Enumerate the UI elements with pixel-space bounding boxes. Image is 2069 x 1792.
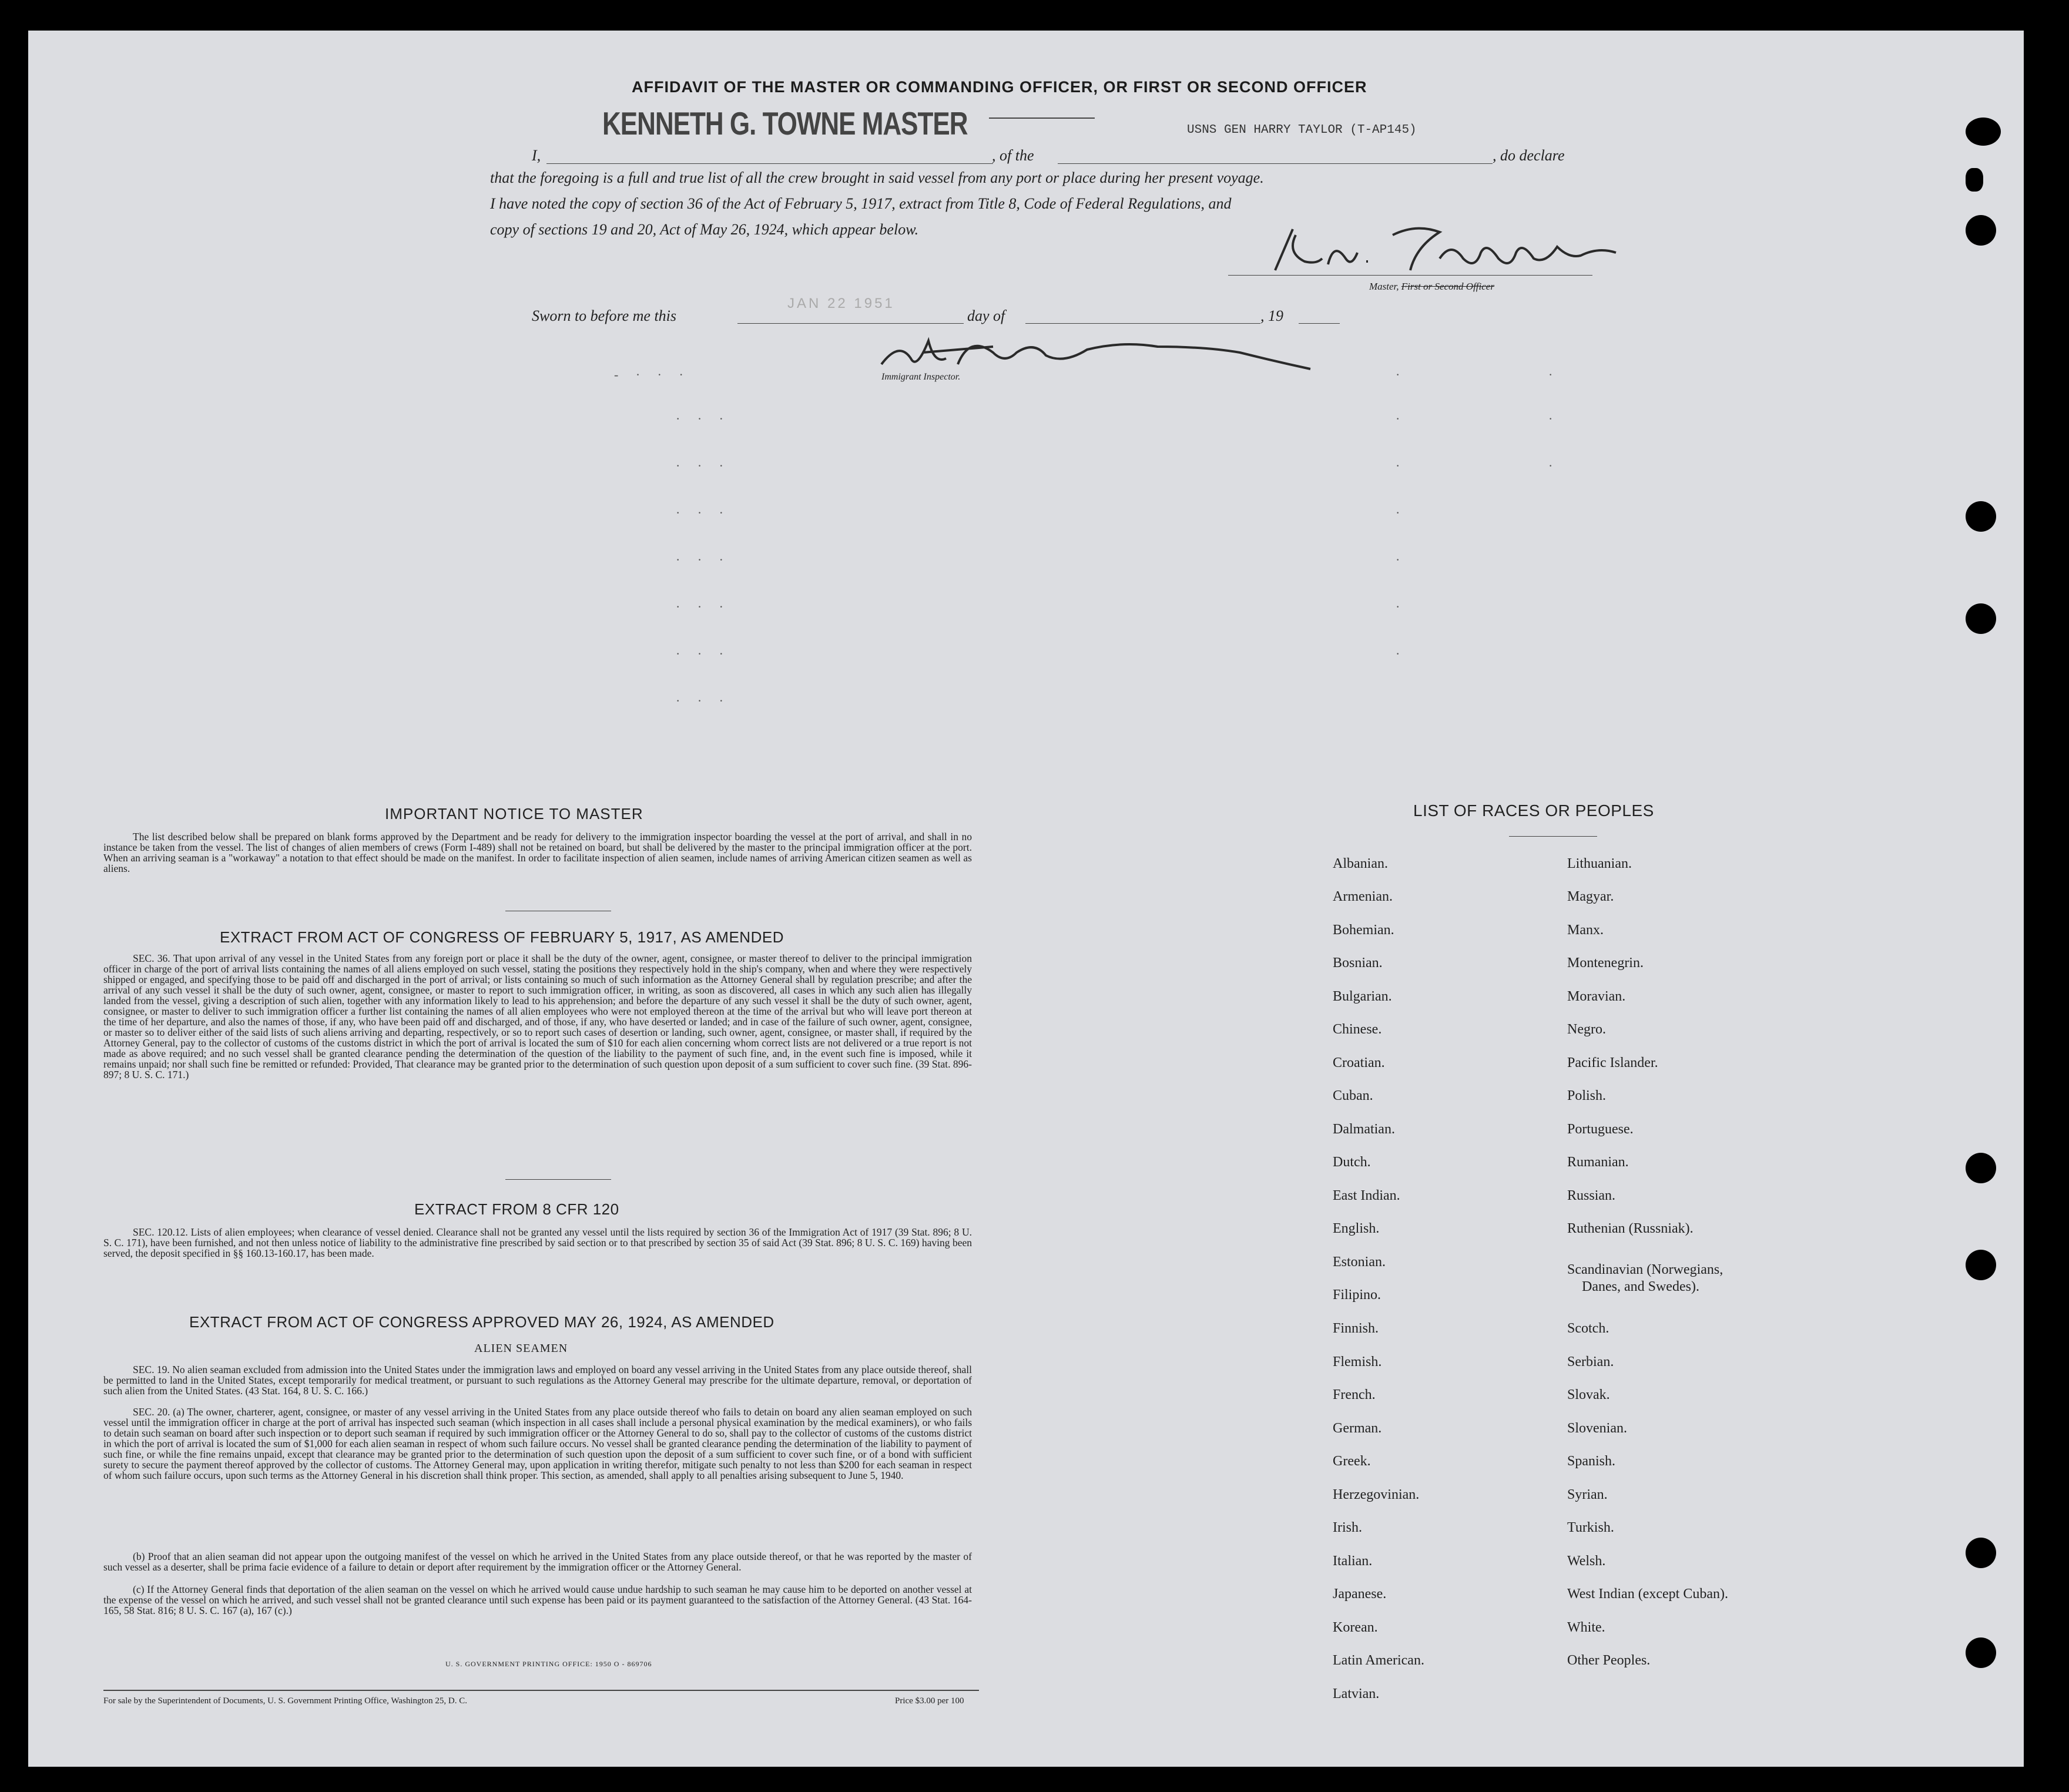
gpo-line: U. S. GOVERNMENT PRINTING OFFICE: 1950 O - 869706 [445, 1660, 652, 1668]
race-item-left: Cuban. [1333, 1088, 1373, 1103]
race-item-left: Latin American. [1333, 1653, 1424, 1668]
race-item-right: Magyar. [1567, 889, 1614, 904]
race-item-left: Dutch. [1333, 1155, 1371, 1170]
affidavit-line-3: I have noted the copy of section 36 of the Act of February 5, 1917, extract from Title 8, Code of Federal Regulations, and [490, 195, 1232, 212]
affidavit-i: I, [532, 147, 541, 164]
extract-8cfr-title: EXTRACT FROM 8 CFR 120 [414, 1200, 619, 1218]
extract-1924-sec19: SEC. 19. No alien seaman excluded from admission into the United States under the immigration laws and employed on board any vessel arriving in the United States from any place outside thereof, shall be permitted to land in the United States, except temporarily for medical treatment, or pursuant to such regulations as the Attorney General may prescribe for the ultimate departure, removal, or deportation of such alien from the United States. (43 Stat. 164, 8 U. S. C. 166.) [103, 1364, 972, 1397]
race-item-right: Portuguese. [1567, 1122, 1634, 1137]
leader-dots: · [1396, 367, 1407, 382]
race-item-right: Russian. [1567, 1188, 1616, 1203]
race-item-left: Italian. [1333, 1553, 1373, 1569]
master-caption-prefix: Master, [1369, 281, 1399, 292]
punch-hole [1966, 501, 1996, 532]
race-item-right: Rumanian. [1567, 1155, 1629, 1170]
extract-8cfr-body: SEC. 120.12. Lists of alien employees; when clearance of vessel denied. Clearance shall not be granted any vessel until the lists required by section 36 of the Immigration Act of 1917 (39 Stat. 896; 8 U. S. C. 171), have been furnished, and not then unless notice of liability to the administrative fine prescribed by said section or to that prescribed by section 35 of said Act (39 Stat. 896; 8 U. S. C. 169) having been served, the deposit specified in §§ 160.13-160.17, has been made. [103, 1226, 972, 1259]
master-caption-struck: First or Second Officer [1401, 281, 1494, 292]
race-item-right: Scandinavian (Norwegians, [1567, 1262, 1723, 1277]
leader-dots: · [1396, 599, 1407, 614]
punch-hole [1966, 168, 1983, 192]
extract-1917-body: SEC. 36. That upon arrival of any vessel in the United States from any foreign port or place it shall be the duty of the owner, agent, consignee, or master thereof to deliver to the principal immigration officer in charge of the port of arrival lists containing the names of all aliens employed on such vessel, stating the positions they respectively hold in the ship's company, when and where they were respectively shipped or engaged, and specifying those to be paid off and discharged in the port of arrival; or lists containing so much of such information as the Attorney General shall by regulation prescribe; and after the arrival of any such vessel it shall be the duty of such owner, agent, consignee, or master to report to such immigration officer, in writing, as soon as discovered, all cases in which any such alien has illegally landed from the vessel, giving a description of such alien, together with any information likely to lead to his apprehension; and before the departure of any such vessel it shall be the duty of such owner, agent, consignee, or master to deliver to such immigration officer a further list containing the names of all alien employees who were not employed thereon at the time of the arrival but who will leave port thereon at the time of her departure, and also the names of those, if any, who have been paid off and discharged, and of those, if any, who have deserted or landed; and in case of the failure of such owner, agent, consignee, or master so to deliver either of the said lists of such aliens arriving and departing, respectively, or so to report such cases of desertion or landing, such owner, agent, consignee, or master shall, if required by the Attorney General, pay to the collector of customs of the customs district in which the port of arrival is located the sum of $10 for each alien concerning whom correct lists are not delivered or a true report is not made as above required; and no such vessel shall be granted clearance pending the determination of the question of the liability to the payment of such fine, and, in the event such fine is imposed, while it remains unpaid; nor shall such fine be remitted or refunded: Provided, That clearance may be granted prior to the determination of such question upon deposit of a sum sufficient to cover such fine. (39 Stat. 896-897; 8 U. S. C. 171.) [103, 952, 972, 1080]
leader-dots: · [1396, 411, 1407, 426]
document-page [28, 31, 2024, 1767]
extract-1917-title: EXTRACT FROM ACT OF CONGRESS OF FEBRUARY 5, 1917, AS AMENDED [220, 928, 784, 946]
race-item-right: Welsh. [1567, 1553, 1606, 1569]
affidavit-title: AFFIDAVIT OF THE MASTER OR COMMANDING OFFICER, OR FIRST OR SECOND OFFICER [632, 78, 1367, 96]
race-item-left: Chinese. [1333, 1022, 1382, 1037]
extract-1924-sec20b: (b) Proof that an alien seaman did not appear upon the outgoing manifest of the vessel on which he arrived in the United States from any place outside thereof, or that he was reported by the master of such vessel as a deserter, shall be prima facie evidence of a failure to detain or deport after requirement by the immigration officer or the Attorney General. [103, 1551, 972, 1573]
year-line [1299, 323, 1340, 324]
race-item-right: Polish. [1567, 1088, 1607, 1103]
date-stamp: JAN 22 1951 [787, 296, 895, 311]
punch-hole [1966, 603, 1996, 634]
race-item-left: Armenian. [1333, 889, 1393, 904]
year-label: , 19 [1260, 307, 1283, 324]
leader-dots: · · · [676, 458, 730, 473]
footer-right: Price $3.00 per 100 [895, 1696, 964, 1706]
punch-hole [1966, 1637, 1996, 1668]
race-item-left: English. [1333, 1221, 1380, 1236]
inspector-signature [876, 329, 1322, 376]
extract-1917-divider [505, 1179, 611, 1180]
footer-rule [103, 1690, 979, 1691]
race-item-left: Herzegovinian. [1333, 1487, 1420, 1502]
race-item-right: Other Peoples. [1567, 1653, 1651, 1668]
title-divider [989, 118, 1095, 119]
race-item-left: Bosnian. [1333, 955, 1383, 971]
race-item-right: Lithuanian. [1567, 856, 1632, 871]
race-item-left: Bohemian. [1333, 922, 1394, 938]
race-item-right: Spanish. [1567, 1454, 1616, 1469]
races-divider [1509, 836, 1597, 837]
master-signature [1263, 217, 1639, 282]
races-title: LIST OF RACES OR PEOPLES [1413, 801, 1654, 820]
name-line [546, 163, 993, 164]
race-item-right: Manx. [1567, 922, 1604, 938]
sworn-date-line [737, 323, 964, 324]
affidavit-do-declare: , do declare [1493, 147, 1565, 164]
leader-dots: · · · [676, 411, 730, 426]
race-item-right: Pacific Islander. [1567, 1055, 1658, 1070]
race-item-right: Slovak. [1567, 1387, 1610, 1402]
day-line [1025, 323, 1260, 324]
punch-hole [1966, 1538, 1996, 1568]
master-signature-line [1228, 275, 1592, 276]
footer-left: For sale by the Superintendent of Documents, U. S. Government Printing Office, Washington 25, D. C. [103, 1696, 467, 1706]
inspector-caption: Immigrant Inspector. [881, 372, 961, 382]
affidavit-line-4: copy of sections 19 and 20, Act of May 26, 1924, which appear below. [490, 221, 919, 238]
race-item-right: Ruthenian (Russniak). [1567, 1221, 1694, 1236]
punch-hole [1966, 215, 1996, 246]
race-item-right: White. [1567, 1620, 1605, 1635]
race-item-left: Finnish. [1333, 1321, 1379, 1336]
race-item-right: Moravian. [1567, 989, 1626, 1004]
leader-dots: · · · [676, 552, 730, 567]
extract-1924-sec20a: SEC. 20. (a) The owner, charterer, agent, consignee, or master of any vessel arriving in the United States from any place outside thereof who fails to detain on board any alien seaman employed on such vessel until the immigration officer in charge at the port of arrival has inspected such seaman (which inspection in all cases shall include a personal physical examination by the medical examiners), or who fails to detain such seaman on board after such inspection or to deport such seaman if required by such immigration officer or the Attorney General to do so, shall pay to the collector of customs of the customs district in which the port of arrival is located the sum of $1,000 for each alien seaman in respect of whom such failure occurs. No vessel shall be granted clearance pending the determination of the liability to payment of such fine, or while the fine remains unpaid, except that clearance may be granted prior to the determination of such question upon the deposit of a sum sufficient to cover such fine, or of a bond with sufficient surety to secure the payment thereof approved by the collector of customs. The Attorney General may, upon application in writing therefor, mitigate such penalty to not less than $200 for each seaman in respect of whom such failure occurs, upon such terms as the Attorney General in his discretion shall think proper. This section, as amended, shall apply to all penalties arising subsequent to June 5, 1940. [103, 1406, 972, 1481]
race-item-right: Danes, and Swedes). [1582, 1279, 1699, 1294]
race-item-left: Croatian. [1333, 1055, 1385, 1070]
race-item-right: West Indian (except Cuban). [1567, 1586, 1728, 1602]
leader-dots: · [1548, 367, 1560, 382]
leader-dots: · · · [676, 646, 730, 661]
extract-1924-title: EXTRACT FROM ACT OF CONGRESS APPROVED MAY 26, 1924, AS AMENDED [189, 1313, 774, 1331]
leader-dots: · · · [676, 505, 730, 520]
race-item-right: Negro. [1567, 1022, 1606, 1037]
leader-dots: - · · · [614, 367, 690, 382]
race-item-left: Japanese. [1333, 1586, 1387, 1602]
race-item-left: German. [1333, 1421, 1382, 1436]
race-item-left: Greek. [1333, 1454, 1371, 1469]
race-item-left: Latvian. [1333, 1686, 1380, 1702]
punch-hole [1966, 1153, 1996, 1183]
vessel-name: USNS GEN HARRY TAYLOR (T-AP145) [1187, 123, 1417, 137]
race-item-left: Estonian. [1333, 1254, 1386, 1270]
race-item-left: French. [1333, 1387, 1376, 1402]
extract-1924-sec20c: (c) If the Attorney General finds that deportation of the alien seaman on the vessel on which he arrived would cause undue hardship to such seaman he may cause him to be deported on another vessel at the expense of the vessel on which he arrived, and such vessel shall not be granted clearance until such expense has been paid or its payment guaranteed to the satisfaction of the Attorney General. (43 Stat. 164-165, 58 Stat. 816; 8 U. S. C. 167 (a), 167 (c).) [103, 1583, 972, 1616]
leader-dots: · [1396, 505, 1407, 520]
extract-1924-subtitle: ALIEN SEAMEN [474, 1342, 568, 1355]
punch-hole [1966, 118, 2001, 146]
vessel-line [1058, 163, 1493, 164]
notice-title: IMPORTANT NOTICE TO MASTER [385, 805, 643, 823]
race-item-left: East Indian. [1333, 1188, 1400, 1203]
sworn-label: Sworn to before me this [532, 307, 677, 324]
race-item-right: Turkish. [1567, 1520, 1614, 1535]
leader-dots: · [1396, 646, 1407, 661]
race-item-right: Scotch. [1567, 1321, 1609, 1336]
race-item-right: Serbian. [1567, 1354, 1614, 1370]
day-of-label: day of [967, 307, 1005, 324]
master-name-stamp: KENNETH G. TOWNE MASTER [602, 106, 968, 142]
leader-dots: · · · [676, 599, 730, 614]
master-caption [1369, 281, 1494, 293]
race-item-right: Montenegrin. [1567, 955, 1644, 971]
race-item-left: Flemish. [1333, 1354, 1382, 1370]
race-item-left: Korean. [1333, 1620, 1378, 1635]
leader-dots: · [1548, 458, 1560, 473]
race-item-left: Dalmatian. [1333, 1122, 1395, 1137]
affidavit-line-2: that the foregoing is a full and true list of all the crew brought in said vessel from any port or place during her present voyage. [490, 169, 1264, 186]
leader-dots: · · · [676, 693, 730, 708]
race-item-right: Syrian. [1567, 1487, 1608, 1502]
affidavit-of-the: , of the [992, 147, 1034, 164]
race-item-left: Bulgarian. [1333, 989, 1392, 1004]
leader-dots: · [1396, 552, 1407, 567]
notice-body: The list described below shall be prepared on blank forms approved by the Department and be ready for delivery to the immigration inspector boarding the vessel at the port of arrival, and shall in no instance be taken from the vessel. The list of changes of alien members of crews (Form I-489) shall not be retained on board, but shall be delivered by the master to the principal immigration officer at the port. When an arriving seaman is a "workaway" a notation to that effect should be made on the manifest. In order to facilitate inspection of alien seamen, include names of arriving American citizen seamen as well as aliens. [103, 831, 972, 874]
punch-hole [1966, 1250, 1996, 1280]
race-item-left: Filipino. [1333, 1287, 1381, 1303]
leader-dots: · [1396, 458, 1407, 473]
race-item-left: Albanian. [1333, 856, 1388, 871]
race-item-right: Slovenian. [1567, 1421, 1627, 1436]
race-item-left: Irish. [1333, 1520, 1362, 1535]
leader-dots: · [1548, 411, 1560, 426]
